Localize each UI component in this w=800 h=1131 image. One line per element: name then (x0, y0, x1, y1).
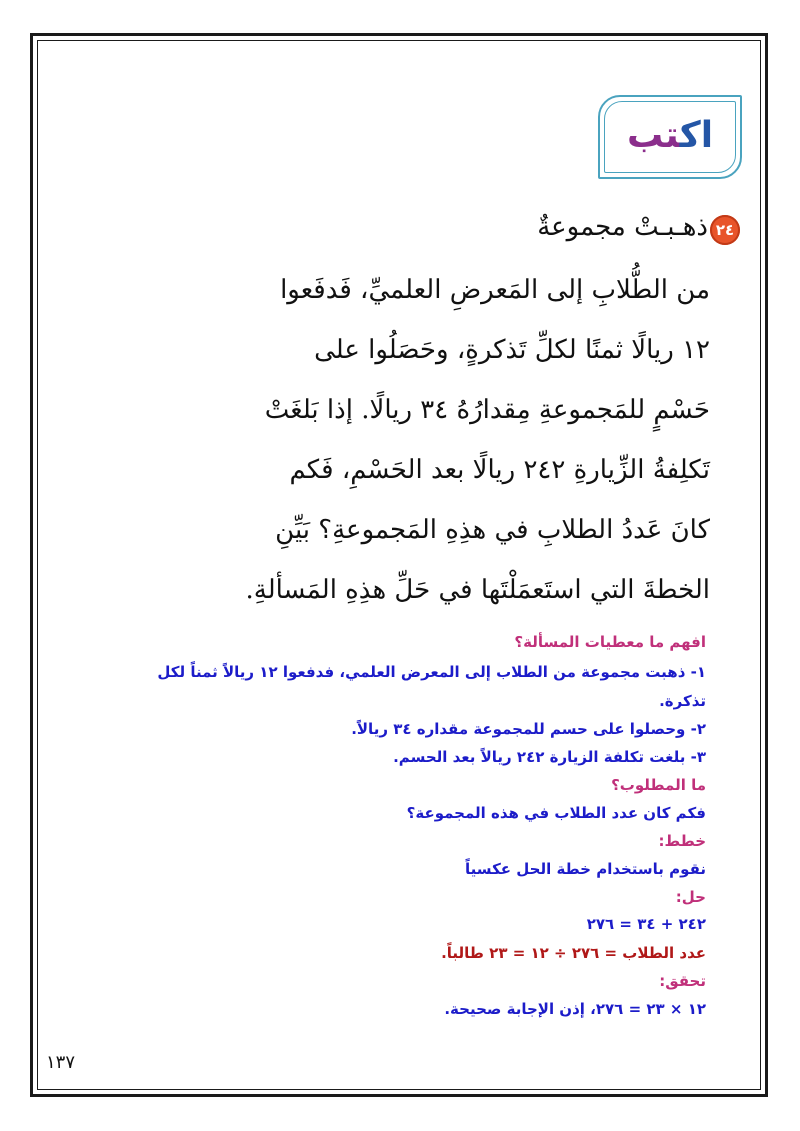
problem-line-1: ذهـبـتْ مجموعةٌ (537, 212, 708, 242)
solve-step-2: عدد الطلاب = ٢٧٦ ÷ ١٢ = ٢٣ طالباً. (441, 944, 706, 962)
given-line-3: ٣- بلغت تكلفة الزيارة ٢٤٢ ريالاً بعد الحسم. (393, 748, 706, 766)
problem-line-2: من الطُّلابِ إلى المَعرضِ العلميِّ، فَدفَعوا (280, 275, 710, 305)
plan-heading: خطط: (658, 832, 706, 850)
section-title-box (598, 95, 742, 179)
check-text: ١٢ × ٢٣ = ٢٧٦، إذن الإجابة صحيحة. (444, 1000, 706, 1018)
problem-line-5: تَكلِفةُ الزِّيارةِ ٢٤٢ ريالًا بعد الحَسْمِ، فَكم (289, 455, 710, 485)
problem-number-badge: ٢٤ (710, 215, 740, 245)
page-number: ١٣٧ (46, 1052, 76, 1073)
plan-text: نقوم باستخدام خطة الحل عكسياً (465, 860, 706, 878)
understand-heading: افهم ما معطيات المسألة؟ (514, 633, 706, 651)
required-text: فكم كان عدد الطلاب في هذه المجموعة؟ (406, 804, 706, 822)
given-line-2: ٢- وحصلوا على حسم للمجموعة مقداره ٣٤ ريالاً. (351, 720, 706, 738)
section-title-part1: اك (679, 115, 714, 156)
solve-step-1: ٢٤٢ + ٣٤ = ٢٧٦ (586, 915, 706, 933)
solve-heading: حل: (675, 888, 706, 906)
given-line-1: ١- ذهبت مجموعة من الطلاب إلى المعرض العلمي، فدفعوا ١٢ ريالاً ثمناً لكل (157, 663, 706, 681)
section-title-part2: تب (626, 115, 680, 156)
section-title (600, 115, 740, 156)
required-heading: ما المطلوب؟ (611, 776, 706, 794)
given-line-1-cont: تذكرة. (659, 692, 706, 710)
problem-line-7: الخطةَ التي استَعمَلْتَها في حَلِّ هذِهِ المَسألةِ. (245, 575, 710, 605)
problem-line-3: ١٢ ريالًا ثمنًا لكلِّ تَذكرةٍ، وحَصَلُوا على (314, 335, 710, 365)
check-heading: تحقق: (659, 972, 706, 990)
problem-line-6: كانَ عَددُ الطلابِ في هذِهِ المَجموعةِ؟ بَيِّنِ (275, 515, 710, 545)
problem-line-4: حَسْمٍ للمَجموعةِ مِقدارُهُ ٣٤ ريالًا. إذا بَلغَتْ (264, 395, 710, 425)
